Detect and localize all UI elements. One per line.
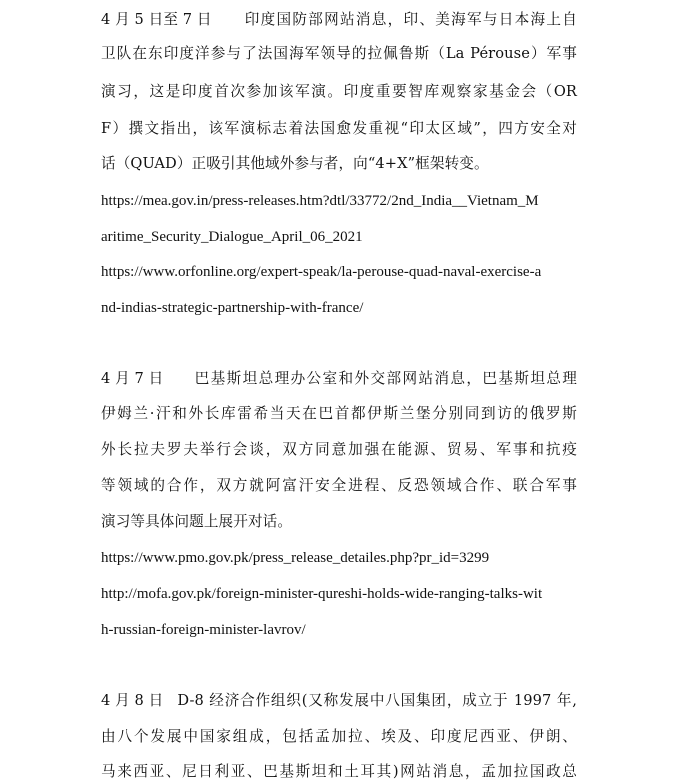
entry-1-line-1: [101, 10, 577, 30]
entry-1-url-1-cont[interactable]: aritime_Security_Dialogue_April_06_2021: [101, 229, 363, 245]
entry-1-url-1[interactable]: https://mea.gov.in/press-releases.htm?dtl/33772/2nd_India__Vietnam_M: [101, 193, 539, 209]
entry-2-line-2: 伊姆兰·汗和外长库雷希当天在巴首都伊斯兰堡分别同到访的俄罗斯: [101, 405, 577, 422]
entry-2-url-2-cont[interactable]: h-russian-foreign-minister-lavrov/: [101, 622, 306, 638]
entry-1-text-1: 印度国防部网站消息，印、美海军与日本海上自: [243, 11, 577, 28]
entry-2-line-4: 等领域的合作，双方就阿富汗安全进程、反恐领域合作、联合军事: [101, 477, 577, 494]
entry-3-line-1: [101, 691, 577, 711]
entry-1-url-2-cont[interactable]: nd-indias-strategic-partnership-with-france/: [101, 300, 364, 316]
entry-1-date: 4 月 5 日至 7 日: [101, 11, 212, 28]
entry-2-line-5: 演习等具体问题上展开对话。: [101, 513, 293, 530]
entry-3-text-1: D-8 经济合作组织(又称发展中八国集团，成立于 1997 年,: [177, 692, 577, 709]
entry-2-line-3: 外长拉夫罗夫举行会谈，双方同意加强在能源、贸易、军事和抗疫: [101, 441, 577, 458]
entry-2-url-1[interactable]: https://www.pmo.gov.pk/press_release_detailes.php?pr_id=3299: [101, 550, 490, 566]
entry-1-line-5: 话（QUAD）正吸引其他域外参与者，向“4+X”框架转变。: [101, 155, 489, 172]
entry-3-line-2: 由八个发展中国家组成，包括孟加拉、埃及、印度尼西亚、伊朗、: [101, 728, 577, 745]
entry-2-line-1: [101, 369, 577, 389]
entry-1-line-3: 演习，这是印度首次参加该军演。印度重要智库观察家基金会（OR: [101, 83, 577, 100]
entry-1-line-4: F）撰文指出，该军演标志着法国愈发重视“印太区域”，四方安全对: [101, 120, 577, 137]
entry-3-line-3: 马来西亚、尼日利亚、巴基斯坦和土耳其)网站消息，孟加拉国政总: [101, 763, 577, 780]
entry-1-url-2[interactable]: https://www.orfonline.org/expert-speak/la-perouse-quad-naval-exercise-a: [101, 264, 542, 280]
entry-1-line-2: 卫队在东印度洋参与了法国海军领导的拉佩鲁斯（La Pérouse）军事: [101, 45, 577, 62]
entry-3-date: 4 月 8 日: [101, 692, 164, 709]
entry-2-url-2[interactable]: http://mofa.gov.pk/foreign-minister-qureshi-holds-wide-ranging-talks-wit: [101, 586, 543, 602]
entry-2-date: 4 月 7 日: [101, 370, 164, 387]
entry-2-text-1: 巴基斯坦总理办公室和外交部网站消息，巴基斯坦总理: [193, 370, 577, 387]
